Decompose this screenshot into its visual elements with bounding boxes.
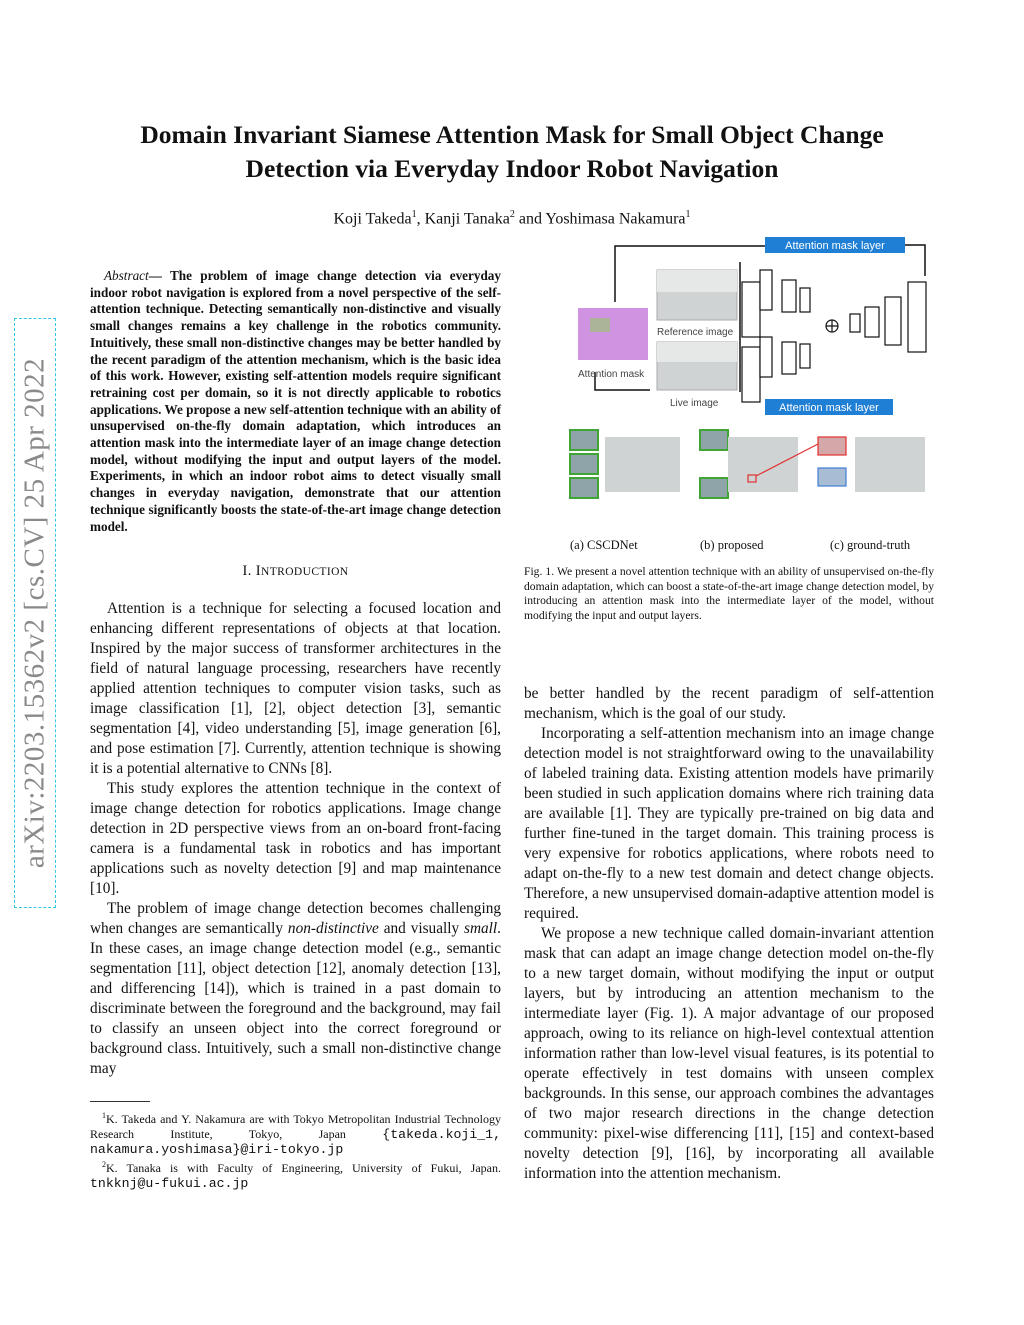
subcaption-a: (a) CSCDNet xyxy=(570,538,638,552)
live-image-wall xyxy=(657,342,737,362)
footnote-2: $^2$K. Tanaka is with Faculty of Engineering, University of Fukui, Japan. tnkknj@u-fukui.ac.jp xyxy=(90,1160,501,1192)
left-column xyxy=(90,268,501,1191)
live-image-label: Live image xyxy=(670,398,719,409)
network-block xyxy=(850,314,860,332)
email-address: {takeda.koji_1, nakamura.yoshimasa}@iri-tokyo.jp xyxy=(90,1127,501,1158)
footnote-1: $^1$K. Takeda and Y. Nakamura are with Tokyo Metropolitan Industrial Technology Research Institute, Tokyo, Japan {takeda.koji_1, nakamura.yoshimasa}@iri-tokyo.jp xyxy=(90,1111,501,1158)
abstract-text: The problem of image change detection via everyday indoor robot navigation is explored from a novel perspective of the self-attention technique. Detecting semantically non-distinctive and visually small changes remains a key challenge in the robotics community. Intuitively, these small non-distinctive changes may be better handled by the recent paradigm of the attention mechanism, which is the basic idea of this work. However, existing self-attention models require significant retraining cost per domain, so it is not directly applicable to robotics applications. We propose a new self-attention technique with an ability of unsupervised on-the-fly domain adaptation, which introduces an attention mask into the intermediate layer of an image change detection model, without modifying the input and output layers of the model. Experiments, in which an indoor robot aims to detect visually small changes in everyday navigation, demonstrate that our attention technique significantly boosts the state-of-the-art image change detection model. xyxy=(90,268,501,534)
intro-paragraph: Attention is a technique for selecting a focused location and enhancing different representations of objects at that location. Inspired by the major success of transformer architectures in the field of natural language processing, researchers have recently applied attention techniques to computer vision tasks, such as image classification [1], [2], object detection [3], semantic segmentation [4], video understanding [5], image generation [6], and pose estimation [7]. Currently, attention technique is showing it is a potential alternative to CNNs [8]. xyxy=(90,600,501,778)
change-zoom-blue xyxy=(818,468,846,486)
author-name: Yoshimasa Nakamura xyxy=(545,210,686,228)
encoder-blocks xyxy=(742,270,926,402)
email-address: tnkknj@u-fukui.ac.jp xyxy=(90,1176,249,1192)
thumb-image xyxy=(700,478,728,498)
network-block xyxy=(760,337,772,377)
attention-label-top: Attention mask layer xyxy=(785,240,885,252)
intro-paragraph: This study explores the attention technique in the context of image change detection for robotics applications. Image change detection in 2D perspective views from an on-board front-facing camera is a fundamental task in robotics and has important applications such as novelty detection [9] and map maintenance [10]. xyxy=(90,780,501,898)
paper-title: Domain Invariant Siamese Attention Mask for Small Object Change Detection via Everyday Indoor Robot Navigation xyxy=(140,120,884,183)
change-zoom-red xyxy=(818,437,846,455)
network-block xyxy=(865,307,879,337)
abstract: Abstract— The problem of image change detection via everyday indoor robot navigation is explored from a novel perspective of the self-attention technique. Detecting semantically non-distinctive and visually small changes remains a key challenge in the robotics community. Intuitively, these small non-distinctive changes may be better handled by the recent paradigm of the attention mechanism, which is the basic idea of this work. However, existing self-attention models require significant retraining cost per domain, so it is not directly applicable to robotics applications. We propose a new self-attention technique with an ability of unsupervised on-the-fly domain adaptation, which introduces an attention mask into the intermediate layer of an image change detection model, without modifying the input and output layers of the model. Experiments, in which an indoor robot aims to detect visually small changes in everyday navigation, demonstrate that our attention technique significantly boosts the state-of-the-art image change detection model. xyxy=(90,268,501,534)
network-block xyxy=(760,270,772,310)
intro-paragraph: The problem of image change detection becomes challenging when changes are semantically non-distinctive and visually small. In these cases, an image change detection model (e.g., semantic segmentation [11], object detection [12], anomaly detection [13], and differencing [14]), which is trained in a past domain to discriminate between the foreground and the background, may fail to classify an unseen object into the correct foreground or background class. Intuitively, such a small non-distinctive change may xyxy=(90,900,501,1078)
thumb-image xyxy=(700,430,728,450)
attention-mask-patch xyxy=(590,318,610,332)
network-block xyxy=(782,342,796,374)
attention-mask-image xyxy=(578,308,648,360)
body-paragraph: We propose a new technique called domain-invariant attention mask that can adapt an image change detection model on-the-fly to a new target domain, without modifying the input or output layers, but by introducing an attention mechanism to the intermediate layer (Fig. 1). A major advantage of our proposed approach, owing to its reliance on high-level contextual attention information rather than low-level visual features, is its potential to operate effectively in test domains with unseen complex backgrounds. In this sense, our approach combines the advantages of two major research directions in the change detection community: pixel-wise differencing [11], [15] and context-based novelty detection [9], [16], by incorporating all available information into the attention mechanism. xyxy=(524,925,934,1182)
network-block xyxy=(742,282,760,337)
network-block xyxy=(885,297,901,345)
attention-label-bottom: Attention mask layer xyxy=(779,402,879,414)
arxiv-sidebar-stamp xyxy=(14,318,56,908)
footnote-rule xyxy=(90,1101,150,1102)
author-name: Koji Takeda xyxy=(333,210,412,228)
right-column xyxy=(524,684,934,1184)
reference-image-label: Reference image xyxy=(657,327,734,338)
network-block xyxy=(800,288,810,312)
figure-1-diagram xyxy=(560,232,940,512)
body-paragraph: Incorporating a self-attention mechanism into an image change detection model is not straightforward owing to the unavailability of labeled training data. Existing attention models have primarily been studied in such application domains where rich training data are available [1]. They are typically pre-trained on big data and further fine-tuned in the target domain. This training process is very expensive for robotics applications, where robots need to adapt on-the-fly to a new test domain and detect change objects. Therefore, a new unsupervised domain-adaptive attention model is required. xyxy=(524,725,934,922)
result-image-proposed xyxy=(728,437,798,492)
arxiv-id: arXiv:2203.15362v2 [cs.CV] 25 Apr 2022 xyxy=(18,357,51,869)
subcaption-c: (c) ground-truth xyxy=(830,538,911,552)
reference-image-wall xyxy=(657,270,737,292)
network-block xyxy=(782,280,796,312)
connector-line xyxy=(905,245,925,276)
result-image-ground-truth xyxy=(855,437,925,492)
result-image-cscdnet xyxy=(605,437,680,492)
figure-caption: Fig. 1. We present a novel attention technique with an ability of unsupervised on-the-fly domain adaptation, which can boost a state-of-the-art image change detection model, by introducing an attention mask into the intermediate layer of the model, without modifying the input and output layers. xyxy=(524,565,934,622)
network-block xyxy=(800,344,810,368)
thumb-image xyxy=(570,454,598,474)
subcaption-b: (b) proposed xyxy=(700,538,764,552)
attention-mask-label: Attention mask xyxy=(578,369,645,380)
body-paragraph: be better handled by the recent paradigm of self-attention mechanism, which is the goal of our study. xyxy=(524,685,934,722)
author-list: Koji Takeda$^1$, Kanji Tanaka$^2$ and Yoshimasa Nakamura$^1$ xyxy=(333,209,691,228)
abstract-label: Abstract xyxy=(104,268,149,283)
section-heading-introduction: I. INTRODUCTION xyxy=(242,563,349,580)
thumb-image xyxy=(570,478,598,498)
thumb-image xyxy=(570,430,598,450)
author-name: Kanji Tanaka xyxy=(424,210,510,228)
network-block xyxy=(742,347,760,402)
network-block xyxy=(908,282,926,352)
